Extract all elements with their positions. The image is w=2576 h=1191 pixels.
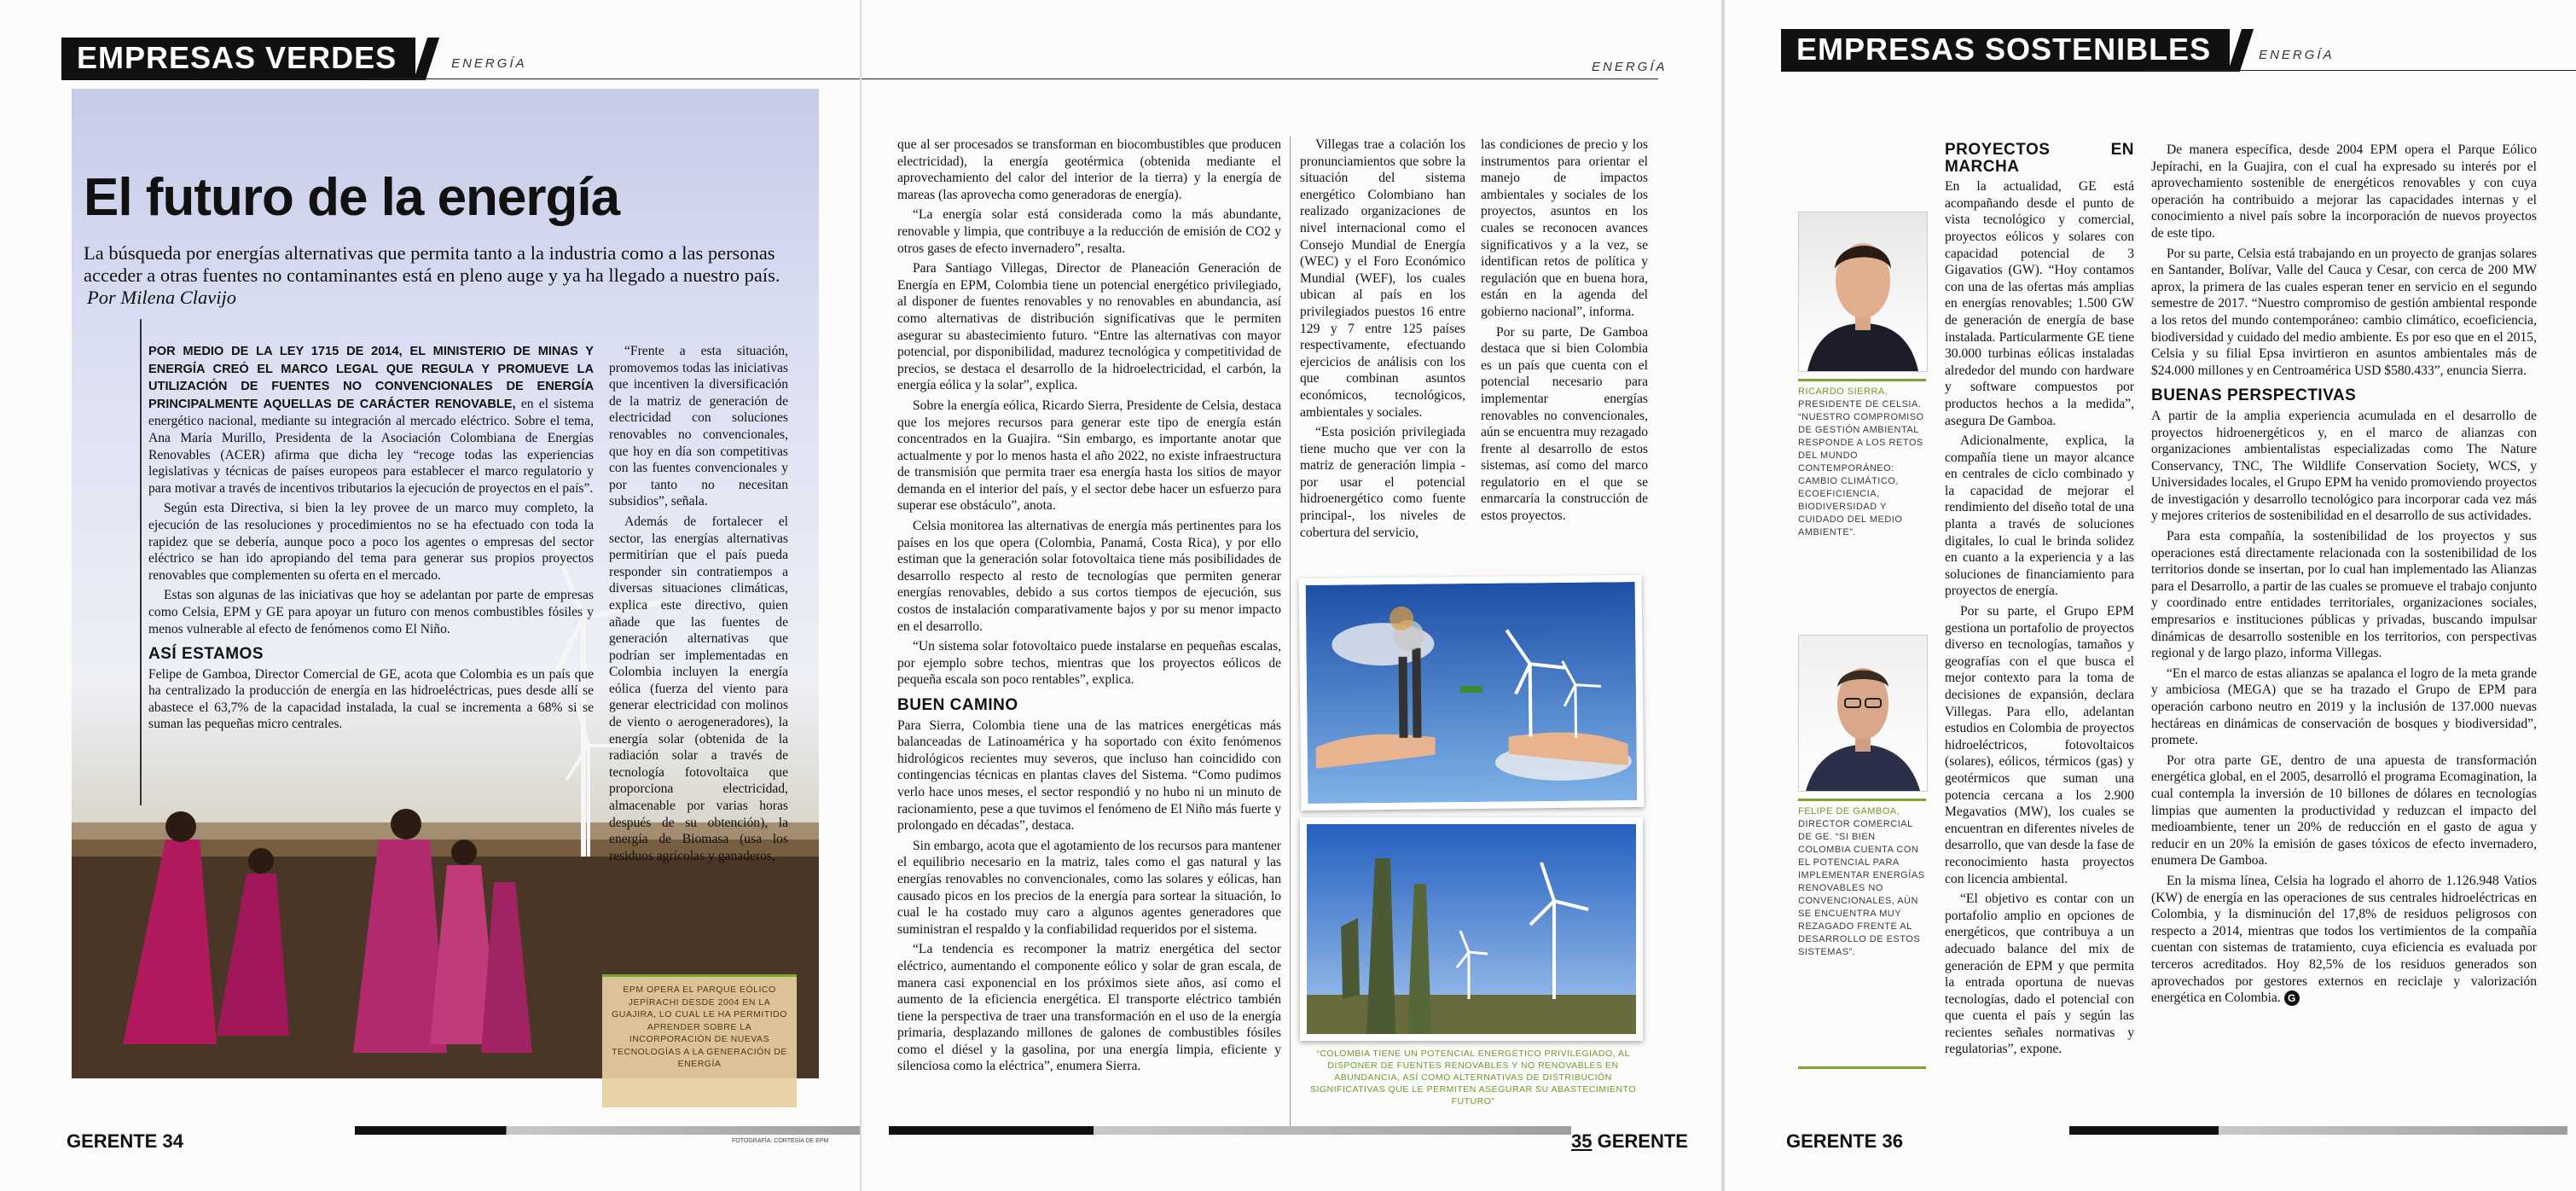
section-title: EMPRESAS SOSTENIBLES xyxy=(1781,29,2230,72)
paragraph: Adicionalmente, explica, la compañía tiene un mayor alcance en centrales de ciclo combinado y la capacidad de mejorar el rendimiento del diseño total de una planta a través de soluciones digitales, lo cual le brinda solidez en cuanto a la experiencia y a las soluciones de financiamiento para proyectos de energía. xyxy=(1945,433,2134,599)
byline: Por Milena Clavijo xyxy=(87,287,236,308)
paragraph: “Un sistema solar fotovoltaico puede instalarse en pequeñas escalas, por ejemplo sobre techos, mientras que los proyectos eólicos de pequeña escala son poco rentables”, explica. xyxy=(897,639,1281,688)
portrait-ricardo-sierra xyxy=(1798,212,1928,372)
folio-number: 34 xyxy=(162,1130,183,1152)
subhead-buen-camino: BUEN CAMINO xyxy=(897,696,1018,714)
paragraph: “La energía solar está considerada como la más abundante, renovable y limpia, que contribuye a la reducción de emisión de CO2 y otros gases de efecto invernadero”, resalta. xyxy=(897,207,1281,256)
photo-caption: “COLOMBIA TIENE UN POTENCIAL ENERGÉTICO PRIVILEGIADO, AL DISPONER DE FUENTES RENOVABLES Y NO RENOVABLES EN ABUNDANCIA, ASÍ COMO ALTERNATIVAS DE DISTRIBUCIÓN SIGNIFICATIVAS QUE LE PERMITEN ASEGURAR SU ABASTECIMIENTO FUTURO” xyxy=(1309,1049,1637,1107)
sidebar-rule xyxy=(1798,379,1926,381)
footer-bar xyxy=(2069,1126,2567,1135)
page36-col1 xyxy=(1945,142,2134,1061)
dek-text: La búsqueda por energías alternativas que permita tanto a la industria como a las personas acceder a otras fuentes no contaminantes está en pleno auge y ya ha llegado a nuestro país. xyxy=(84,242,780,286)
paragraph: Para Sierra, Colombia tiene una de las matrices energéticas más balanceadas de Latinoamérica y ha soportado con éxito fenómenos hidrológicos recientes muy severos, que incluso han coincidido con contingencias técnicas en plantas claves del Sistema. “Como pudimos verlo hace unos meses, el sector respondió y no hubo ni un minuto de racionamiento, pese a que tuvimos el fenómeno de El Niño más fuerte y prolongado en décadas”, destaca. xyxy=(897,718,1281,834)
paragraph: Por otra parte GE, dentro de una apuesta de transformación energética global, en el 2005, desarrolló el programa Ecomagination, la cual contempla la inversión de 10 billones de dólares en tecnologías limpias que aumenten la productividad y reduzcan el impacto del medioambiente, tener un 20% de reducción en el gasto de agua y reducir en un 20% la emisión de gases tóxicos de efecto invernadero, enumera De Gamboa. xyxy=(2151,752,2537,869)
sidebar-rule xyxy=(1798,1066,1926,1069)
folio xyxy=(67,1130,183,1153)
photo-cactus-turbines xyxy=(1300,817,1643,1041)
folio-label: GERENTE xyxy=(1786,1130,1877,1152)
hands-illustration xyxy=(1306,582,1638,804)
folio-label: GERENTE xyxy=(67,1130,158,1152)
page35-col3 xyxy=(1481,137,1648,528)
section-slash xyxy=(2228,29,2254,72)
paragraph: Por su parte, el Grupo EPM gestiona un portafolio de proyectos diverso en tecnologías, tamaños y geografías con el que busca el mejor contexto para la toma de decisiones de expansión, declara Villegas. Para ello, adelantan estudios en Colombia de proyectos hidroeléctricos, fotovoltaicos (solares), eólicos, térmicos (gas) y geotérmicos que suman una potencia cercana a los 2.900 Megavatios (MW), los cuales se encuentran en diferentes niveles de desarrollo, que van desde la fase de reconocimiento hasta proyectos con licencia ambiental. xyxy=(1945,604,2134,886)
paragraph: Por su parte, De Gamboa destaca que si bien Colombia es un país que cuenta con el potencial necesario para implementar energías renovables no convencionales, aún se encuentra muy rezagado frente al desarrollo de estos sistemas, así como del marco regulatorio en el que se enmarcaría la construcción de estos proyectos. xyxy=(1481,324,1648,524)
section-header xyxy=(1781,29,2335,72)
portrait-felipe-de-gamboa xyxy=(1798,635,1928,792)
section-title: EMPRESAS VERDES xyxy=(61,38,415,80)
paragraph: “Esta posición privilegiada tiene mucho que ver con la matriz de generación limpia -por usar el potencial hidroenergético como fuente principal-, los niveles de cobertura del servicio, xyxy=(1300,425,1465,540)
folio-number: 36 xyxy=(1882,1130,1903,1152)
photo-hands-energy xyxy=(1299,575,1645,810)
paragraph: Villegas trae a colación los pronunciamientos que sobre la situación del sistema energético Colombiano han realizado organizaciones de nivel internacional como el Consejo Mundial de Energía (WEC) y el Foro Económico Mundial (WEF), los cuales ubican al país en los privilegiados puestos 16 entre 129 y 7 entre 125 países respectivamente, efectuando ejercicios de análisis con los que combinan asuntos económicos, tecnológicos, ambientales y sociales. xyxy=(1300,137,1465,420)
article-left-bar xyxy=(140,319,142,805)
paragraph: “Frente a esta situación, promovemos todas las iniciativas que incentiven la diversificación de la matriz de generación de electricidad con soluciones renovables no convencionales, que hoy en día son competitivas con las fuentes convencionales y por tanto no necesitan subsidios”, señala. xyxy=(609,344,788,509)
paragraph: “La tendencia es recomponer la matriz energética del sector eléctrico, aumentando el componente eólico y solar de gran escala, de manera casi exponencial en los próximos siete años, así como el aumento de la eficiencia energética. El transporte eléctrico también tiene la perspectiva de traer una transformación en el uso de la energía primaria, desplazando millones de galones de combustibles fósiles como el diésel y la gasolina, por una energía limpia, eficiente y silenciosa como la eléctrica”, enumera Sierra. xyxy=(897,942,1281,1074)
subhead-proyectos-en-marcha: PROYECTOS EN MARCHA xyxy=(1945,141,2134,176)
page36-col2 xyxy=(2151,142,2537,1010)
cactus-illustration xyxy=(1307,824,1636,1034)
header-rule xyxy=(2143,70,2576,71)
lead-caps: POR MEDIO DE LA LEY 1715 DE 2014, EL MINISTERIO DE MINAS Y ENERGÍA CREÓ EL MARCO LEGAL QUE REGULA Y PROMUEVE LA UTILIZACIÓN DE FUENTES NO CONVENCIONALES DE ENERGÍA PRINCIPALMENTE AQUELLAS DE CARÁCTER RENOVABLE, xyxy=(148,345,594,411)
page34-col2 xyxy=(609,343,788,868)
paragraph: “El objetivo es contar con un portafolio amplio en opciones de energéticos, que contribuya a un adecuado balance del mix de generación de EPM y que permita la entrada oportuna de nuevas tecnologías, dado el potencial con que cuenta el país y según las recientes señales normativas y regulatorias”, expone. xyxy=(1945,892,2134,1057)
paragraph: las condiciones de precio y los instrumentos para orientar el manejo de impactos ambientales y sociales de los proyectos, asuntos en los cuales se reconocen avances significativos y a la vez, se identifican retos de política y regulación que en buena hora, están en la agenda del gobierno nacional”, informa. xyxy=(1481,137,1648,319)
photo-caption-box xyxy=(602,974,797,1107)
paragraph: Para esta compañía, la sostenibilidad de los proyectos y sus operaciones está directamente relacionada con la sostenibilidad de los territorios donde se insertan, por lo cual han implementado las Alianzas para el Desarrollo, a partir de las cuales se promueve el trabajo conjunto y coordinado entre entidades territoriales, organizaciones sociales, empresarios e instituciones públicas y privadas, buscando impulsar dinámicas de desarrollo sostenible en los territorios, con perspectivas regional y de largo plazo, informa Villegas. xyxy=(2151,529,2537,661)
paragraph: Además de fortalecer el sector, las energías alternativas permitirían que el país pueda responder sin contratiempos a diversas situaciones climáticas, explica este directivo, quien añade que las fuentes de generación alternativas que podrían ser implementadas en Colombia incluyen la energía eólica (fuerza del viento para generar electricidad con molinos de viento o aerogeneradores), la energía solar (obtenida de la radiación solar a través de tecnología fotovoltaica que proporciona electricidad, almacenable por varias horas después de su obtención), la energía de Biomasa (usa los residuos agrícolas y ganaderos, xyxy=(609,514,788,863)
photo-credit: FOTOGRAFÍA: CORTESÍA DE EPM xyxy=(732,1138,829,1144)
page35-col1 xyxy=(897,137,1281,1078)
topic-label: ENERGÍA xyxy=(2259,47,2335,62)
folio-number: 35 xyxy=(1571,1130,1593,1152)
sidebar-felipe-de-gamboa xyxy=(1798,805,1926,959)
folio xyxy=(1786,1130,1903,1153)
page-34 xyxy=(0,0,860,1191)
footer-bar xyxy=(355,1126,860,1135)
dek xyxy=(84,242,792,309)
page-36 xyxy=(1725,0,2576,1191)
folio xyxy=(1571,1130,1688,1153)
paragraph: De manera específica, desde 2004 EPM opera el Parque Eólico Jepírachi, en la Guajira, con el cual ha expresado su interés por el aprovechamiento sostenible de energéticos renovables y con cuya operación ha contribuido a mejorar las capacidades internas y el conocimiento a nivel país sobre la incorporación de nuevos proyectos de este tipo. xyxy=(2151,142,2537,241)
sidebar-name: FELIPE DE GAMBOA, xyxy=(1798,806,1900,816)
column-divider xyxy=(1290,137,1291,1126)
paragraph: A partir de la amplia experiencia acumulada en el desarrollo de proyectos hidroenergéticos y, en el marco de alianzas con organizaciones ambientalistas especializadas como The Nature Conservancy, TNC, The Wildlife Conservation Society, WCS, y Universidades locales, el Grupo EPM ha venido promoviendo proyectos de investigación y desarrollo tecnológico para incorporar cada vez más y mejores criterios de sostenibilidad en el desarrollo de sus actividades. xyxy=(2151,408,2537,524)
end-mark: G xyxy=(2284,991,2300,1006)
paragraph: Según esta Directiva, si bien la ley provee de un marco muy completo, la ejecución de las resoluciones y procedimientos no se ha efectuado con toda la rapidez que se debería, aunque poco a poco los agentes o empresas del sector eléctrico se han ido apropiando del tema para generar sus propios proyectos renovables que complementen su oferta en el mercado. xyxy=(148,501,594,583)
header-rule xyxy=(367,78,860,79)
paragraph: Estas son algunas de las iniciativas que hoy se adelantan por parte de empresas como Celsia, EPM y GE para apoyar un futuro con menos combustibles fósiles y menos vulnerable al efecto de fenómenos como El Niño. xyxy=(148,588,594,636)
page34-col1 xyxy=(148,343,594,736)
sidebar-text: PRESIDENTE DE CELSIA. “NUESTRO COMPROMISO DE GESTIÓN AMBIENTAL RESPONDE A LOS RETOS DEL MUNDO CONTEMPORÁNEO: CAMBIO CLIMÁTICO, ECOEFICIENCIA, BIODIVERSIDAD Y CUIDADO DEL MEDIO AMBIENTE”. xyxy=(1798,399,1924,537)
headline: El futuro de la energía xyxy=(84,168,620,227)
page35-col2 xyxy=(1300,137,1465,544)
sidebar-name: RICARDO SIERRA, xyxy=(1798,386,1888,397)
paragraph: “En el marco de estas alianzas se apalanca el logro de la meta grande y ambiciosa (MEGA) que se ha trazado el Grupo de EPM para operación carbono neutro en 2019 y la inclusión de 137.000 nuevas hectáreas en dinámicas de conservación de bosques y biodiversidad”, promete. xyxy=(2151,665,2537,748)
topic-label: ENERGÍA xyxy=(1592,60,1668,74)
subhead-buenas-perspectivas: BUENAS PERSPECTIVAS xyxy=(2151,386,2357,405)
sidebar-ricardo-sierra xyxy=(1798,386,1926,539)
section-slash xyxy=(414,38,439,80)
paragraph: Celsia monitorea las alternativas de energía más pertinentes para los países en los que opera (Colombia, Panamá, Costa Rica), y por ello estiman que la generación solar fotovoltaica tiene más posibilidades de desarrollo respecto al resto de tecnologías que permiten generar energías renovables, debido a sus cortos tiempos de ejecución, sus costos de instalación comparativamente bajos y por su menor impacto en el desarrollo. xyxy=(897,519,1281,634)
page-35 xyxy=(862,0,1721,1191)
sidebar-text: DIRECTOR COMERCIAL DE GE. “SI BIEN COLOMBIA CUENTA CON EL POTENCIAL PARA IMPLEMENTAR ENERGÍAS RENOVABLES NO CONVENCIONALES, AÚN SE ENCUENTRA MUY REZAGADO FRENTE AL DESARROLLO DE ESTOS SISTEMAS”. xyxy=(1798,819,1925,957)
person-icon xyxy=(1799,212,1927,371)
paragraph-text: En la misma línea, Celsia ha logrado el ahorro de 1.126.948 Vatios (KW) de energía en las operaciones de sus centrales hidroeléctricas en Colombia, y la disminución del 17,8% de residuos peligrosos con respecto a 2014, mientras que todos los vertimientos de la compañía cuentan con sistemas de tratamiento, cuya eficiencia es evaluada por terceros acreditados. Hoy 82,5% de los residuos generados son aprovechados por gestores externos en reciclaje y valorización energética en Colombia. xyxy=(2151,873,2537,1006)
lead-rest: en el sistema energético nacional, mediante su integración al mercado eléctrico. Sobre el tema, Ana María Murillo, Presidenta de la Asociación Colombiana de Energías Renovables (ACER) afirma que dicha ley “recoge todas las experiencias legislativas y técnicas de países europeos para establecer el marco regulatorio y para motivar a través de incentivos tributarios la ejecución de proyectos en el país”. xyxy=(148,396,594,496)
paragraph: Para Santiago Villegas, Director de Planeación Generación de Energía en EPM, Colombia tiene un potencial energético privilegiado, al disponer de fuentes renovables y no renovables en abundancia, así como alternativas de distribución significativas que le permiten asegurar su abastecimiento futuro. “Entre las alternativas con mayor potencial, por disponibilidad, madurez tecnológica y competitividad de precios, se destaca el desarrollo de la hidroelectricidad, el carbón, la energía eólica y la solar”, explica. xyxy=(897,261,1281,393)
paragraph: Por su parte, Celsia está trabajando en un proyecto de granjas solares en Santander, Bolívar, Valle del Cauca y Cesar, con cerca de 200 MW aprox, la primera de las cuales esperan tener en servicio en el segundo semestre de 2017. “Nuestro compromiso de gestión ambiental responde a los retos del mundo contemporáneo: cambio climático, ecoeficiencia, biodiversidad y cuidado del medio ambiente. Es por eso que en el 2015, Celsia y su filial Epsa invirtieron en asuntos ambientales más de $24.000 millones y en Centroamérica USD $580.433”, enuncia Sierra. xyxy=(2151,246,2537,378)
paragraph xyxy=(2151,873,2537,1007)
footer-bar xyxy=(889,1126,1571,1135)
photo-caption: EPM OPERA EL PARQUE EÓLICO JEPÍRACHI DESDE 2004 EN LA GUAJIRA, LO CUAL LE HA PERMITIDO APRENDER SOBRE LA INCORPORACIÓN DE NUEVAS TECNOLOGÍAS A LA GENERACIÓN DE ENERGÍA xyxy=(612,985,787,1069)
person-icon xyxy=(1799,636,1927,791)
subhead-asi-estamos: ASÍ ESTAMOS xyxy=(148,645,264,664)
paragraph: que al ser procesados se transforman en biocombustibles que producen electricidad), la energía geotérmica (obtenida mediante el aprovechamiento del calor del interior de la tierra) y la energía de mareas (las aprovecha como generadoras de energía). xyxy=(897,137,1281,202)
topic-label: ENERGÍA xyxy=(451,55,527,71)
folio-label: GERENTE xyxy=(1597,1130,1688,1152)
paragraph: Sobre la energía eólica, Ricardo Sierra, Presidente de Celsia, destaca que los mejores recursos para generar este tipo de energía están concentrados en la Guajira. “Sin embargo, es importante anotar que actualmente y por lo menos hasta el año 2022, no existe infraestructura de transmisión que permita traer esa energía hasta los sitios de mayor demanda en el interior del país, y el sector debe hacer un esfuerzo para superar ese obstáculo”, anota. xyxy=(897,398,1281,514)
paragraph: Sin embargo, acota que el agotamiento de los recursos para mantener el equilibrio necesario en la matriz, tales como el gas natural y las energías renovables no convencionales, como las solares y eólicas, han causado picos en los precios de la energía para sortear la situación, lo cual le ha costado muy caro a algunos agentes generadores que suministran el respaldo y la confiabilidad requeridos por el sistema. xyxy=(897,838,1281,937)
section-header xyxy=(61,38,527,80)
header-rule xyxy=(862,78,1658,79)
sidebar-rule xyxy=(1798,799,1926,801)
paragraph: En la actualidad, GE está acompañando desde el punto de vista tecnológico y comercial, proyectos eólicos y solares con capacidad potencial de 3 Gigavatios (GW). “Hoy contamos con una de las ofertas más amplias en energías renovables; 1.500 GW de generación de energía de base instalada. Particularmente GE tiene 30.000 turbinas eólicas instaladas alrededor del mundo con hardware y software compuestos por productos hechos a la medida”, asegura De Gamboa. xyxy=(1945,179,2134,428)
paragraph: Felipe de Gamboa, Director Comercial de GE, acota que Colombia es un país que ha centralizado la producción de energía en las hidroeléctricas, pues desde allí se abastece el 63,7% de la capacidad instalada, la cual se incrementa a 68% si se suman las pequeñas micro centrales. xyxy=(148,666,594,732)
